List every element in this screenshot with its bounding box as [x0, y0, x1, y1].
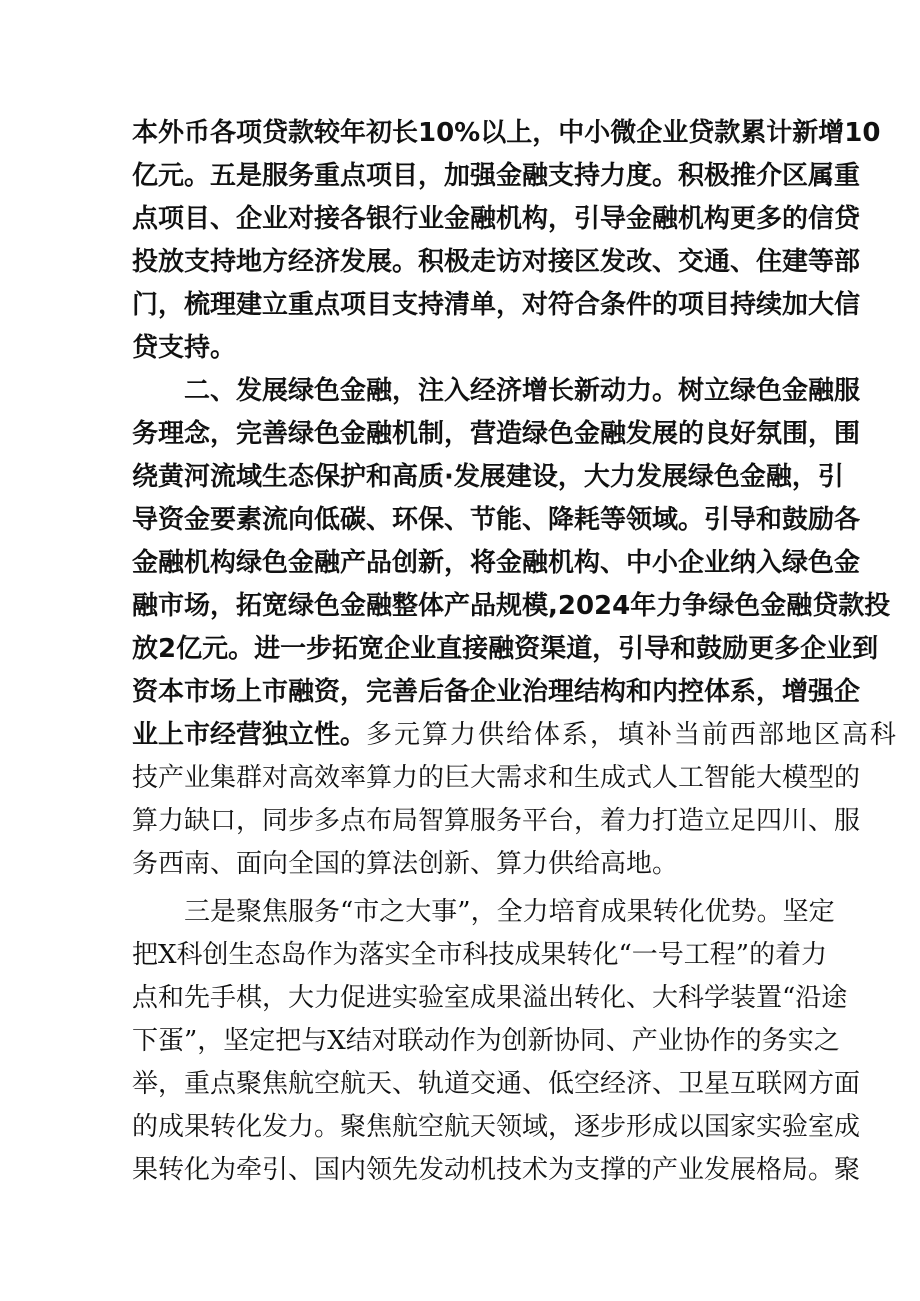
section-heading-line: 二、发展绿色金融，注入经济增长新动力。树立绿色金融服 [184, 376, 861, 406]
text-line: 务西南、面向全国的算法创新、算力供给高地。 [132, 849, 679, 879]
text-line: 点项目、企业对接各银行业金融机构，引导金融机构更多的信贷 [132, 204, 861, 234]
text-line: 的成果转化发力。聚焦航空航天领域，逐步形成以国家实验室成 [132, 1112, 861, 1142]
text-line: 放2亿元。进一步拓宽企业直接融资渠道，引导和鼓励更多企业到 [132, 634, 879, 664]
section-heading-line: 三是聚焦服务“市之大事”，全力培育成果转化优势。坚定 [184, 897, 835, 927]
text-line: 导资金要素流向低碳、环保、节能、降耗等领域。引导和鼓励各 [132, 505, 861, 535]
text-line: 果转化为牵引、国内领先发动机技术为支撑的产业发展格局。聚 [132, 1155, 861, 1185]
text-line: 把X科创生态岛作为落实全市科技成果转化“一号工程”的着力 [132, 940, 828, 970]
text-line: 融市场，拓宽绿色金融整体产品规模,2024年力争绿色金融贷款投 [132, 591, 891, 621]
mixed-text-line [132, 713, 899, 757]
text-line: 技产业集群对高效率算力的巨大需求和生成式人工智能大模型的 [132, 763, 861, 793]
text-line: 绕黄河流域生态保护和高质·发展建设，大力发展绿色金融，引 [132, 462, 844, 492]
text-line: 门，梳理建立重点项目支持清单，对符合条件的项目持续加大信 [132, 290, 861, 320]
text-line: 举，重点聚焦航空航天、轨道交通、低空经济、卫星互联网方面 [132, 1069, 861, 1099]
text-line: 下蛋”，坚定把与X结对联动作为创新协同、产业协作的务实之 [132, 1026, 840, 1056]
text-line: 资本市场上市融资，完善后备企业治理结构和内控体系，增强企 [132, 677, 861, 707]
text-line: 点和先手棋，大力促进实验室成果溢出转化、大科学装置“沿途 [132, 983, 848, 1013]
text-line: 亿元。五是服务重点项目，加强金融支持力度。积极推介区属重 [132, 161, 861, 191]
text-segment: 业上市经营独立性。 [132, 720, 367, 750]
text-line: 务理念，完善绿色金融机制，营造绿色金融发展的良好氛围，围 [132, 419, 861, 449]
text-line: 算力缺口，同步多点布局智算服务平台，着力打造立足四川、服 [132, 806, 861, 836]
text-line: 本外币各项贷款较年初长10%以上，中小微企业贷款累计新增10 [132, 118, 881, 148]
text-segment: 多元算力供给体系，填补当前西部地区高科 [366, 720, 899, 750]
text-line: 贷支持。 [132, 333, 237, 363]
text-line: 投放支持地方经济发展。积极走访对接区发改、交通、住建等部 [132, 247, 861, 277]
text-line: 金融机构绿色金融产品创新，将金融机构、中小企业纳入绿色金 [132, 548, 861, 578]
